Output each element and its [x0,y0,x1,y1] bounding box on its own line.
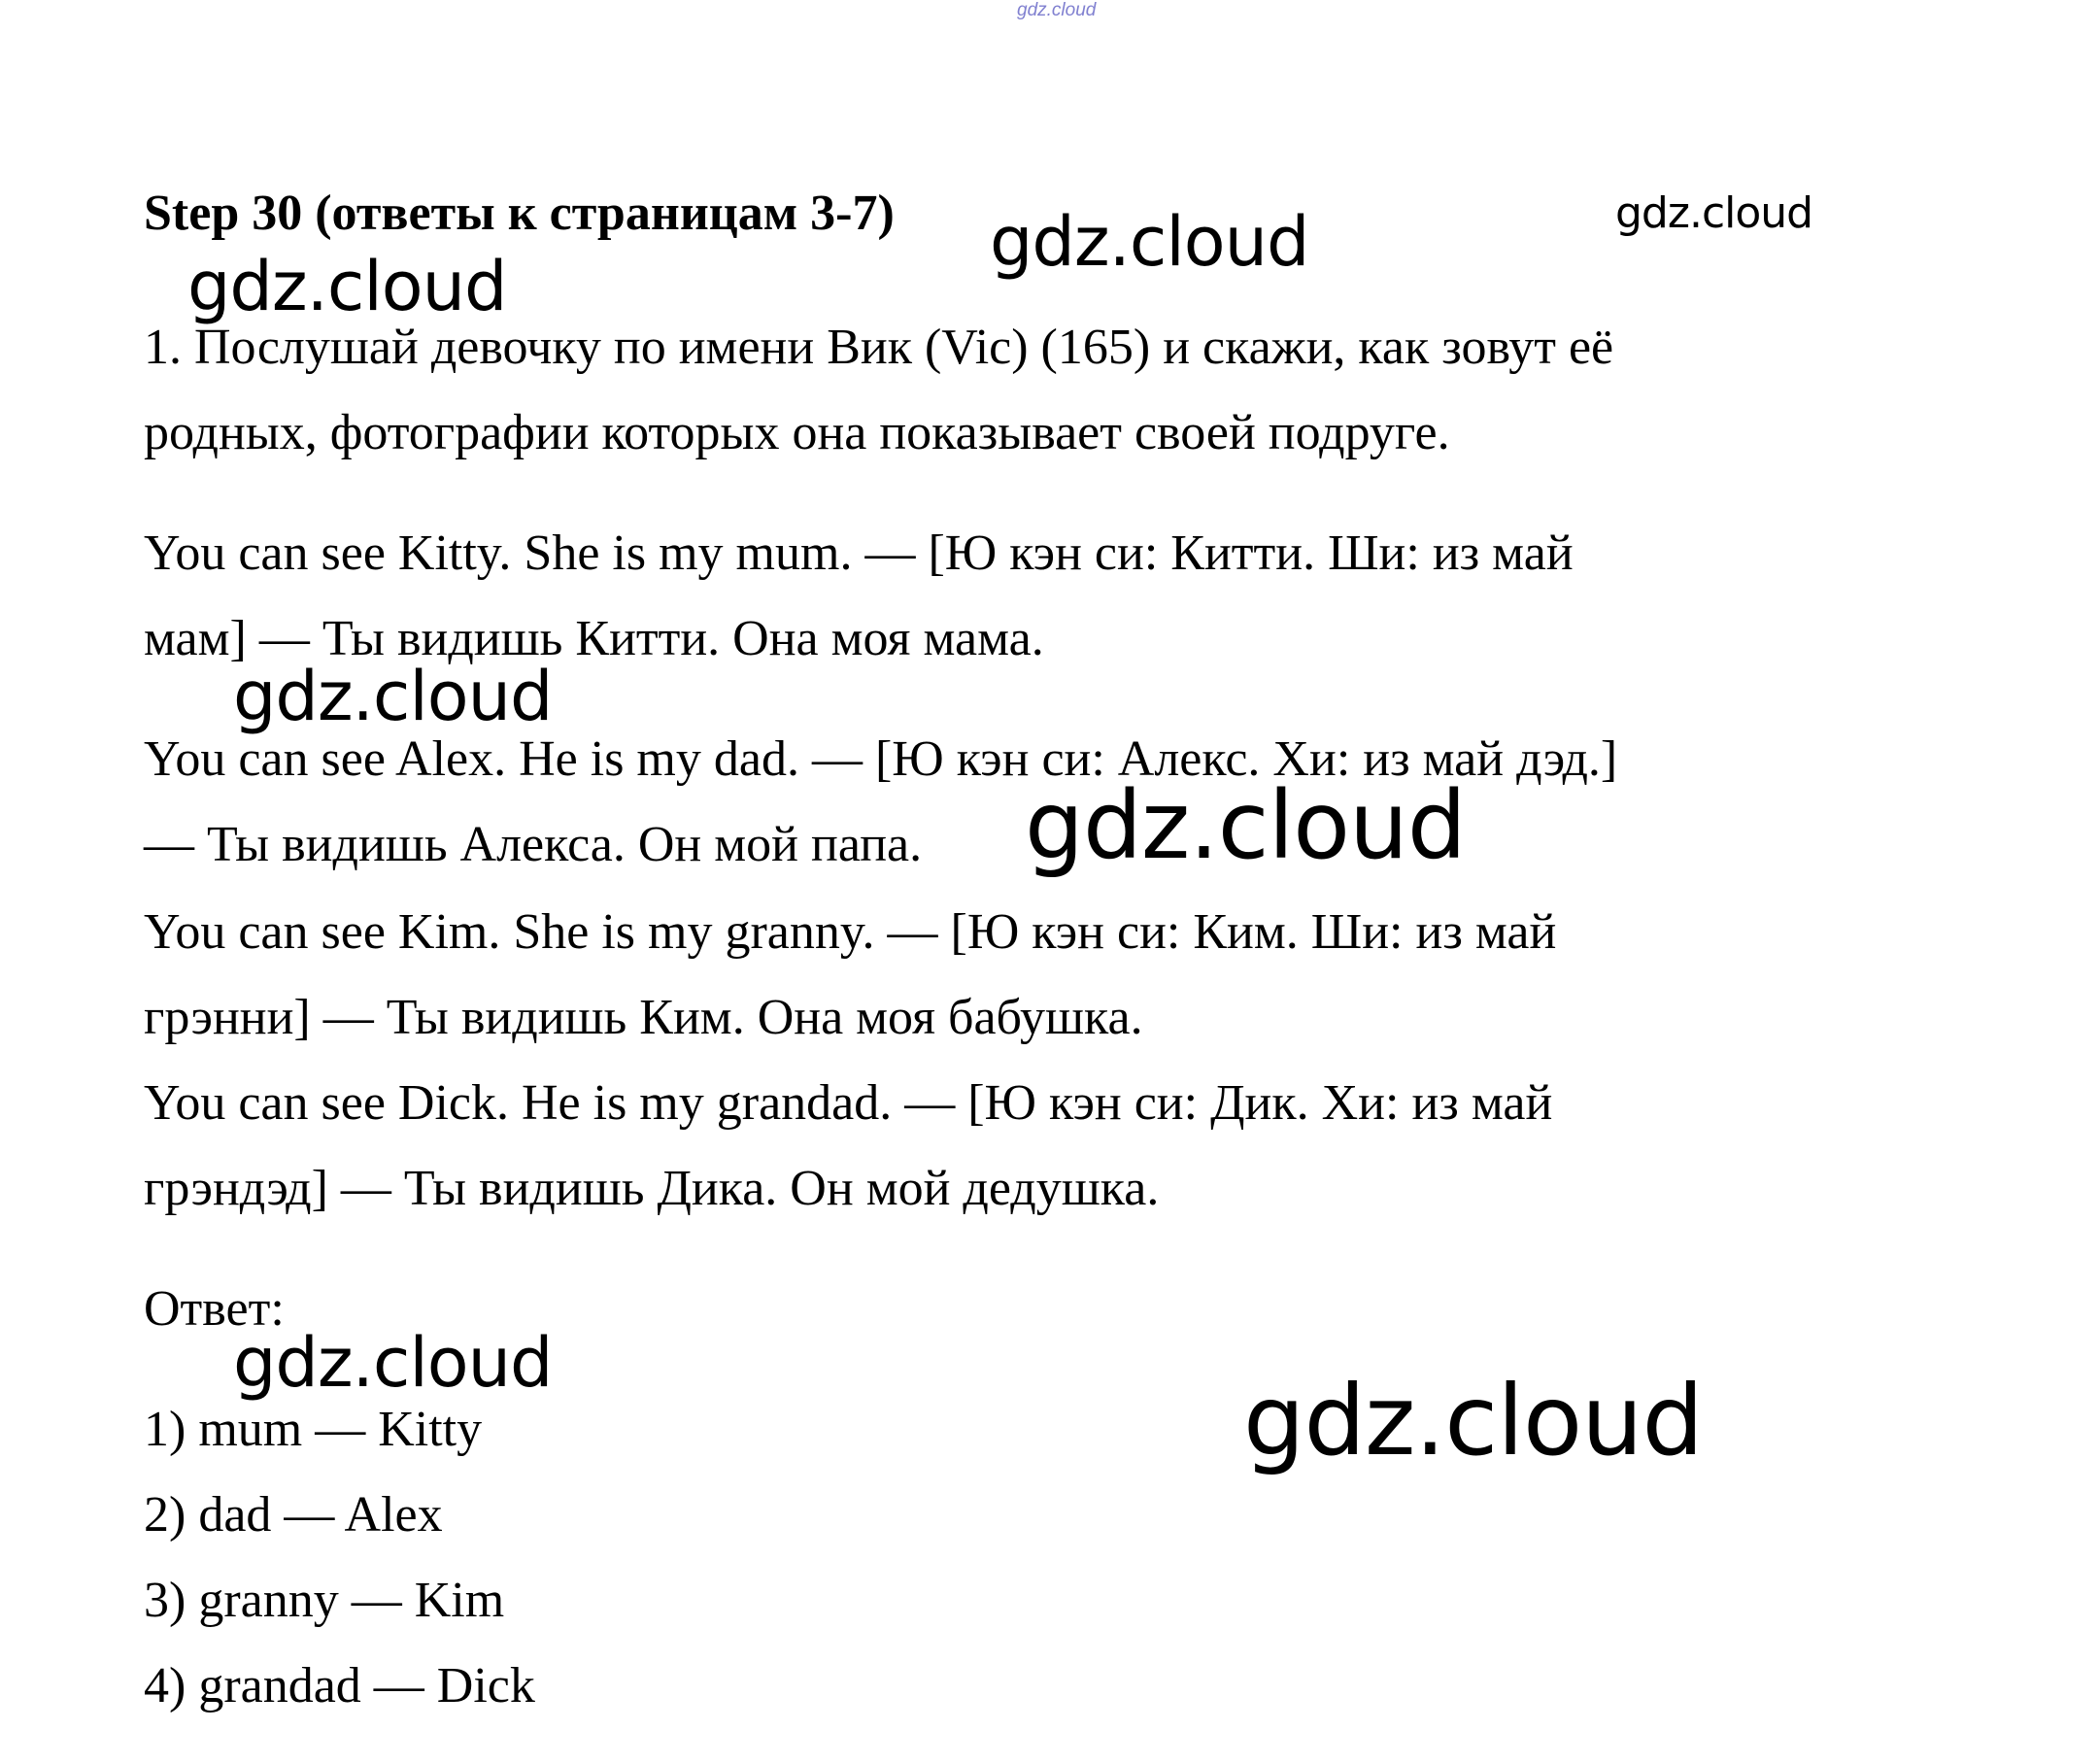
page-title: Step 30 (ответы к страницам 3-7) [144,186,895,241]
task-text-line-2: родных, фотографии которых она показывает своей подруге. [144,405,1450,460]
watermark-text: gdz.cloud [1025,771,1466,880]
watermark-text: gdz.cloud [1243,1364,1704,1477]
sentence-4-line-2: грэндэд] — Ты видишь Дика. Он мой дедушка. [144,1161,1160,1216]
sentence-4-line-1: You can see Dick. He is my grandad. — [Ю кэн си: Дик. Хи: из май [144,1075,1553,1131]
watermark-text: gdz.cloud [990,202,1309,282]
sentence-2-line-2: — Ты видишь Алекса. Он мой папа. [144,817,923,872]
watermark-text: gdz.cloud [233,657,553,736]
answer-item: 1) mum — Kitty [144,1402,483,1457]
task-text-line-1: 1. Послушай девочку по имени Вик (Vic) (165) и скажи, как зовут её [144,320,1614,375]
answer-label: Ответ: [144,1281,285,1337]
sentence-3-line-2: грэнни] — Ты видишь Ким. Она моя бабушка. [144,990,1143,1045]
top-watermark: gdz.cloud [1017,0,1097,20]
sentence-1-line-2: мам] — Ты видишь Китти. Она моя мама. [144,611,1044,666]
answer-item: 3) granny — Kim [144,1573,505,1628]
answer-item: 4) grandad — Dick [144,1658,535,1713]
sentence-3-line-1: You can see Kim. She is my granny. — [Ю кэн си: Ким. Ши: из май [144,904,1557,960]
sentence-2-line-1: You can see Alex. He is my dad. — [Ю кэн си: Алекс. Хи: из май дэд.] [144,731,1618,787]
sentence-1-line-1: You can see Kitty. She is my mum. — [Ю кэн си: Китти. Ши: из май [144,526,1574,581]
watermark-text: gdz.cloud [233,1323,553,1403]
answer-item: 2) dad — Alex [144,1487,443,1543]
watermark-text: gdz.cloud [187,247,507,326]
watermark-text: gdz.cloud [1615,188,1813,238]
